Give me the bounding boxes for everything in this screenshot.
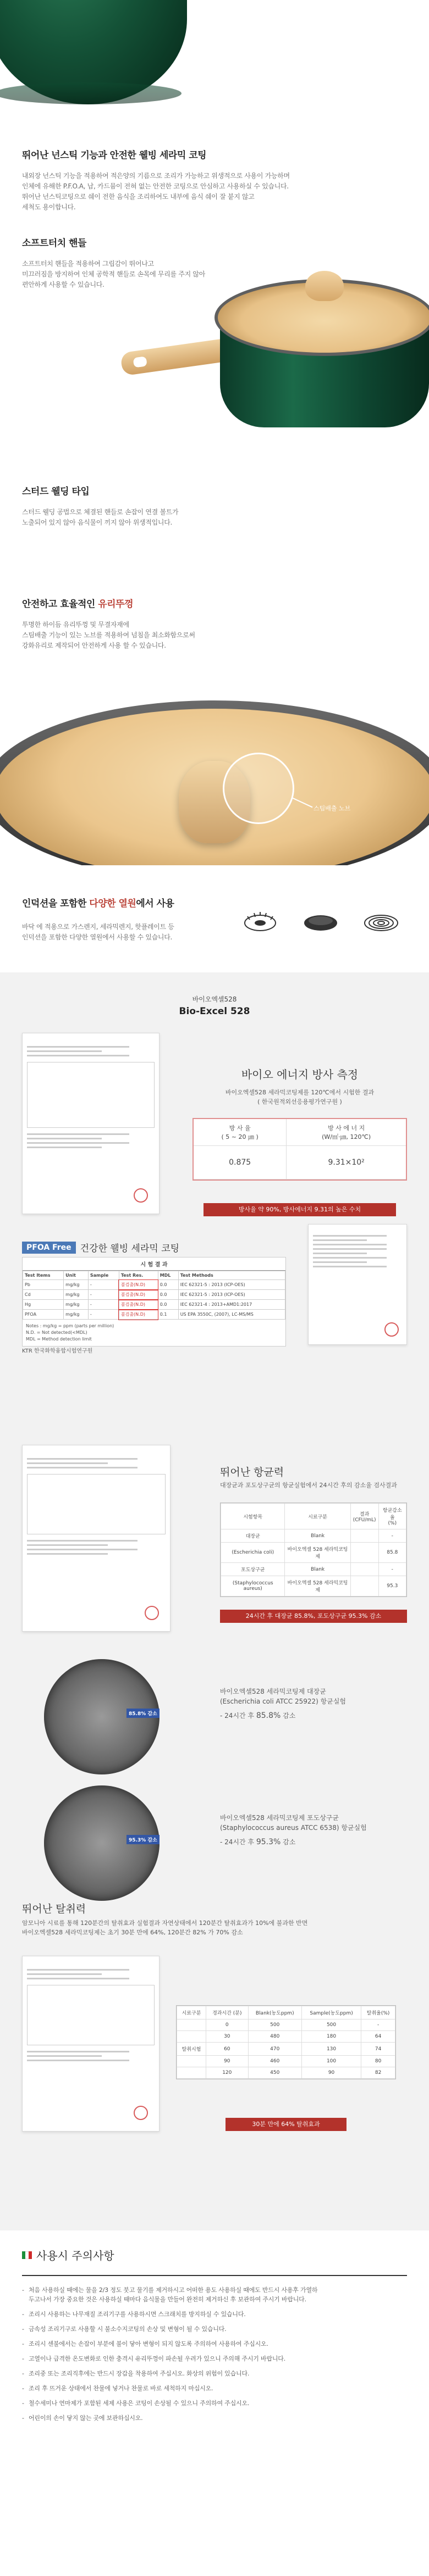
table-row	[221, 1529, 406, 1543]
italy-flag-icon	[22, 2251, 32, 2259]
feature-title	[22, 596, 407, 610]
deodor-cell: 82	[361, 2067, 395, 2079]
deodor-cell: 64	[361, 2031, 395, 2043]
dish-result-post: 감소	[280, 1838, 296, 1846]
feature-title-plain: 소프트터치	[22, 238, 69, 249]
pfoa-cell: mg/kg	[64, 1310, 89, 1320]
gas-burner-icon	[241, 908, 279, 935]
deodor-cell: 480	[248, 2031, 301, 2043]
caution-title-text: 사용시 주의사항	[36, 2249, 114, 2262]
bio-excel-header	[0, 994, 429, 1017]
anti-cell: 바이오엑셀 528 세라믹코팅제	[285, 1543, 350, 1563]
deodor-cell: 90	[301, 2067, 361, 2079]
energy-header-radiant: 방 사 에 너 지 (W/㎡·㎛, 120℃)	[287, 1119, 406, 1146]
dish-result-pre: - 24시간 후	[220, 1838, 256, 1846]
feature-title-plain: 스터드 웰딩	[22, 486, 72, 497]
anti-cell: -	[378, 1563, 406, 1576]
list-item: - 처음 사용하실 때에는 물을 2/3 정도 붓고 물기를 제거하시고 어떠한 용도 사용하실 때에도 반드시 사용후 가열하 두고나서 가장 중요한 것은 사용하실 때마다 음식물을 만들어 완전히 제거하신 후 보관하여 주시기 바랍니다.	[22, 2283, 407, 2307]
deodor-cell	[177, 2019, 206, 2031]
pfoa-cell: mg/kg	[64, 1300, 89, 1310]
certification-panel	[0, 972, 429, 2230]
pfoa-cell: mg/kg	[64, 1280, 89, 1290]
pfoa-cell: IEC 62321-4 : 2013+AMD1:2017	[178, 1300, 285, 1310]
deodor-header: 탈취율(%)	[361, 2006, 395, 2019]
antibacterial-table	[220, 1503, 407, 1597]
table-row	[23, 1300, 285, 1310]
list-item: - 철수세미나 연마제가 포함된 세제 사용은 코팅이 손상될 수 있으니 주의하여 주십시오.	[22, 2396, 407, 2411]
steam-knob-label: 스팀배출 노브	[314, 805, 351, 812]
steam-knob-zoom-circle	[223, 753, 294, 824]
anti-cell: (Escherichia coli)	[221, 1543, 285, 1563]
dish-description: 바이오엑셀528 세라믹코팅제 대장균 (Escherichia coli ATCC 25922) 항균실험	[220, 1688, 346, 1705]
energy-value-radiant: 9.31×10²	[287, 1146, 406, 1179]
pfoa-certificate	[308, 1224, 407, 1345]
list-item: - 고열이나 급격한 온도변화로 인한 충격시 유리뚜껑이 파손될 우려가 있으니 주의해 주시기 바랍니다.	[22, 2351, 407, 2366]
dish-result-value: 95.3%	[256, 1838, 281, 1846]
dish-result-value: 85.8%	[256, 1711, 281, 1720]
heat-body: 바닥 에 적용으로 가스렌지, 세라믹렌지, 핫플레이트 등 인덕션을 포함한 다양한 열원에서 사용할 수 있습니다.	[22, 923, 174, 941]
caution-section	[0, 2247, 429, 2425]
deodor-cell: 120	[206, 2067, 249, 2079]
deodor-cell: 450	[248, 2067, 301, 2079]
pfoa-cell: 불검출(N.D)	[119, 1280, 158, 1290]
deodor-header: Blank(농도ppm)	[248, 2006, 301, 2019]
table-row	[177, 2043, 395, 2056]
caution-title	[0, 2247, 429, 2263]
anti-header: 시험항목	[221, 1504, 285, 1529]
deodor-cell	[177, 2067, 206, 2079]
pfoa-cell: -	[88, 1310, 119, 1320]
heat-title-plain: 인덕션을 포함한	[22, 898, 90, 909]
deodor-header: Sample(농도ppm)	[301, 2006, 361, 2019]
pan-rim-shadow	[0, 82, 182, 104]
deodor-header: 경과시간 (분)	[206, 2006, 249, 2019]
anti-cell: 대장균	[221, 1529, 285, 1543]
deodor-cell: 80	[361, 2056, 395, 2067]
feature-nonstick	[0, 147, 429, 213]
hot-plate-icon	[301, 908, 340, 935]
pfoa-cell: Cd	[23, 1290, 64, 1300]
pfoa-cell: 0.0	[158, 1280, 178, 1290]
table-row	[221, 1543, 406, 1563]
deodor-cell: 탈취시험	[177, 2043, 206, 2056]
feature-soft-touch	[0, 235, 429, 449]
deodor-cell: 90	[206, 2056, 249, 2067]
deodor-certificate	[22, 1956, 160, 2132]
anti-cell	[350, 1563, 378, 1576]
pfoa-header: Test Res.	[119, 1271, 158, 1280]
anti-header: 결과 (CFU/mL)	[350, 1504, 378, 1529]
dish-badge: 95.3% 감소	[127, 1835, 160, 1844]
energy-result-table	[193, 1118, 407, 1181]
deodor-cell: 74	[361, 2043, 395, 2056]
pfoa-header: Test Items	[23, 1271, 64, 1280]
feature-title-rest: 타입	[72, 486, 90, 497]
pfoa-cell: 0.0	[158, 1300, 178, 1310]
anti-cell: 바이오엑셀 528 세라믹코팅제	[285, 1576, 350, 1596]
caution-list	[22, 2275, 407, 2425]
deodor-cell	[177, 2056, 206, 2067]
pfoa-cell: -	[88, 1280, 119, 1290]
antibacterial-certificate	[22, 1445, 170, 1632]
heat-source-section	[0, 873, 429, 967]
table-row	[177, 2019, 395, 2031]
heat-title-rest: 에서 사용	[136, 898, 174, 909]
feature-title-plain: 뛰어난 넌스틱	[22, 150, 81, 161]
pfoa-cell: US EPA 3550C, (2007), LC-MS/MS	[178, 1310, 285, 1320]
pfoa-notes: Notes : mg/kg = ppm (parts per million) N.D. = Not detected(<MDL) MDL = Method detection limit	[26, 1323, 114, 1342]
energy-subtitle: 바이오엑셀528 세라믹코팅제를 120℃에서 시험한 결과 ( 한국원적외선응용평가연구원 )	[225, 1089, 375, 1105]
glass-lid-closeup-image	[0, 678, 429, 865]
lid-knob	[305, 271, 344, 301]
dish-text-ecoli	[220, 1687, 346, 1721]
antibacterial-title: 뛰어난 항균력	[220, 1466, 284, 1478]
antibacterial-body: 대장균과 포도상구균의 항균실험에서 24시간 후의 감소율 검사결과	[220, 1482, 397, 1489]
pfoa-cell: PFOA	[23, 1310, 64, 1320]
deodor-cell: 180	[301, 2031, 361, 2043]
table-row	[23, 1290, 285, 1300]
pfoa-cell: Hg	[23, 1300, 64, 1310]
energy-header-emissivity: 방 사 율 ( 5 ~ 20 ㎛ )	[194, 1119, 287, 1146]
feature-title-rest: 기능과 안전한 웰빙 세라믹 코팅	[80, 150, 207, 161]
deodor-result-bar: 30분 만에 64% 탈취효과	[226, 2118, 346, 2131]
list-item: - 조리시 센불에서는 손잡이 부분에 불이 닿아 변형이 되지 않도록 주의하여 사용하여 주십시오.	[22, 2336, 407, 2351]
energy-value-emissivity: 0.875	[194, 1146, 287, 1179]
bio-excel-korean-name: 바이오엑셀528	[192, 995, 237, 1003]
energy-result-bar: 방사율 약 90%, 방사에너지 9.31의 높은 수치	[204, 1203, 396, 1216]
pfoa-cell: mg/kg	[64, 1290, 89, 1300]
deodor-cell: 460	[248, 2056, 301, 2067]
feature-title	[22, 147, 407, 161]
dish-result-pre: - 24시간 후	[220, 1712, 256, 1720]
list-item: - 조리중 또는 조리직후에는 반드시 장갑을 착용하여 주십시오. 화상의 위험이 있습니다.	[22, 2366, 407, 2381]
pfoa-title	[22, 1240, 179, 1254]
saucepan-image	[198, 241, 429, 449]
dish-result	[220, 1837, 367, 1847]
table-row	[177, 2031, 395, 2043]
pfoa-header: Unit	[64, 1271, 89, 1280]
pfoa-cell: IEC 62321-5 : 2013 (ICP-OES)	[178, 1290, 285, 1300]
deodor-cell: 60	[206, 2043, 249, 2056]
pfoa-cell: 불검출(N.D)	[119, 1290, 158, 1300]
table-row	[23, 1280, 285, 1290]
pfoa-cell: Pb	[23, 1280, 64, 1290]
feature-title	[22, 483, 407, 497]
dish-text-staph	[220, 1813, 367, 1847]
heat-title-highlight: 다양한 열원	[89, 898, 136, 909]
petri-dish-staph	[44, 1785, 160, 1901]
induction-coil-icon	[362, 908, 400, 935]
petri-dish-ecoli	[44, 1659, 160, 1774]
deodor-cell: 100	[301, 2056, 361, 2067]
deodor-title: 뛰어난 탈취력	[22, 1903, 86, 1915]
feature-title	[22, 235, 209, 249]
table-row	[221, 1576, 406, 1596]
anti-cell	[350, 1529, 378, 1543]
pfoa-table-caption: 시 험 결 과	[23, 1258, 285, 1271]
feature-stud-welding	[0, 483, 429, 528]
feature-body: 투명한 하이듬 유리뚜껑 및 무결자재에 스팀배출 기능이 있는 노브를 적용하여 넘침을 최소화함으로써 강화유리로 제작되어 안전하게 사용 할 수 있습니다.	[22, 621, 195, 649]
antibacterial-result-bar: 24시간 후 대장균 85.8%, 포도상구균 95.3% 감소	[220, 1610, 407, 1623]
heat-source-icons	[241, 908, 400, 935]
deodor-cell: 500	[301, 2019, 361, 2031]
anti-cell	[350, 1543, 378, 1563]
dish-result	[220, 1711, 346, 1721]
pfoa-cell: 0.1	[158, 1310, 178, 1320]
anti-cell: -	[378, 1529, 406, 1543]
anti-cell: Blank	[285, 1529, 350, 1543]
deodor-cell: 0	[206, 2019, 249, 2031]
deodor-cell: 470	[248, 2043, 301, 2056]
pfoa-title-rest: 웰빙 세라믹 코팅	[107, 1243, 180, 1254]
anti-header: 항균감소율 (%)	[378, 1504, 406, 1529]
anti-cell	[350, 1576, 378, 1596]
feature-title-highlight: 유리뚜껑	[98, 599, 133, 610]
deodor-cell: 500	[248, 2019, 301, 2031]
energy-title: 바이오 에너지 방사 측정	[241, 1068, 359, 1081]
list-item: - 어린이의 손이 닿지 않는 곳에 보관하십시오.	[22, 2411, 407, 2425]
energy-test-certificate	[22, 1033, 160, 1214]
pfoa-cell: 0.0	[158, 1290, 178, 1300]
table-row	[23, 1310, 285, 1320]
pfoa-cell: IEC 62321-5 : 2013 (ICP-OES)	[178, 1280, 285, 1290]
pfoa-header: Test Methods	[178, 1271, 285, 1280]
anti-cell: (Staphylococcus aureus)	[221, 1576, 285, 1596]
pfoa-cell: 불검출(N.D)	[119, 1310, 158, 1320]
deodor-cell: 30	[206, 2031, 249, 2043]
pfoa-title-hl: 건강한	[80, 1243, 107, 1254]
heat-title	[22, 895, 174, 909]
deodor-cell: -	[361, 2019, 395, 2031]
pfoa-header: Sample	[88, 1271, 119, 1280]
pan-top-image	[0, 0, 429, 126]
deodor-header: 시료구분	[177, 2006, 206, 2019]
anti-cell: 85.8	[378, 1543, 406, 1563]
deodor-body: 암모니아 시료를 통해 120분간의 탈취효과 실험결과 자연상태에서 120분간 탈취효과가 10%에 불과한 반면 바이오엑셀528 세라믹코팅제는 초기 30분 만에 64%, 120분간 82% 가 70% 감소	[22, 1920, 308, 1936]
feature-body: 내외장 넌스틱 기능을 적용하여 적은양의 기름으로 조리가 가능하고 위생적으로 사용이 가능하며 인체에 유해한 P.F.O.A, 납, 카드뮴이 전혀 없는 안전한 코팅으로 안심하고 사용하실 수 있습니다. 뛰어난 넌스틱코팅으로 쉐이 전한 음식을 조리하여도 내부에 음식 쉐이 잘 붙지 않고 세척도 용이합니다.	[22, 172, 290, 211]
deodor-cell	[177, 2031, 206, 2043]
feature-title-plain: 안전하고 효율적인	[22, 599, 98, 610]
dish-result-post: 감소	[280, 1712, 296, 1720]
pfoa-free-badge: PFOA Free	[22, 1242, 76, 1254]
pfoa-test-result-table	[22, 1257, 286, 1347]
pfoa-cell: -	[88, 1300, 119, 1310]
anti-cell: 포도상구균	[221, 1563, 285, 1576]
feature-title-rest: 핸들	[69, 238, 86, 249]
pfoa-source: KTR 한국화학융합시험연구원	[22, 1348, 93, 1354]
anti-cell: Blank	[285, 1563, 350, 1576]
table-row	[177, 2067, 395, 2079]
pfoa-cell: -	[88, 1290, 119, 1300]
list-item: - 금속성 조리기구로 사용할 시 불소수지코팅의 손상 및 변형이 될 수 있습니다.	[22, 2322, 407, 2336]
feature-body: 소프트터치 핸들을 적용하여 그립감이 뛰어나고 미끄러짐을 방지하여 인체 공학적 핸들로 손목에 무리를 주지 않아 편안하게 사용할 수 있습니다.	[22, 260, 206, 288]
anti-header: 시료구분	[285, 1504, 350, 1529]
deodor-table	[176, 2005, 396, 2079]
bio-excel-english-name: Bio-Excel 528	[179, 1006, 250, 1017]
dish-badge: 85.8% 감소	[127, 1709, 160, 1718]
pfoa-cell: 불검출(N.D)	[119, 1300, 158, 1310]
pfoa-header: MDL	[158, 1271, 178, 1280]
feature-glass-lid	[0, 596, 429, 651]
anti-cell: 95.3	[378, 1576, 406, 1596]
dish-description: 바이오엑셀528 세라믹코팅제 포도상구균 (Staphylococcus aureus ATCC 6538) 항균실험	[220, 1814, 367, 1832]
deodor-cell: 130	[301, 2043, 361, 2056]
feature-body: 스터드 웰딩 공법으로 체결된 핸들로 손잡이 연결 볼트가 노출되어 있지 않아 음식물이 끼지 않아 위생적입니다.	[22, 508, 179, 526]
table-row	[221, 1563, 406, 1576]
list-item: - 조리 후 뜨거운 상태에서 찬물에 넣거나 찬물로 바로 세척하지 마십시오.	[22, 2381, 407, 2396]
table-row	[177, 2056, 395, 2067]
list-item: - 조리시 사용하는 나무재질 조리기구를 사용하시면 스크래치를 방지하실 수 있습니다.	[22, 2307, 407, 2322]
